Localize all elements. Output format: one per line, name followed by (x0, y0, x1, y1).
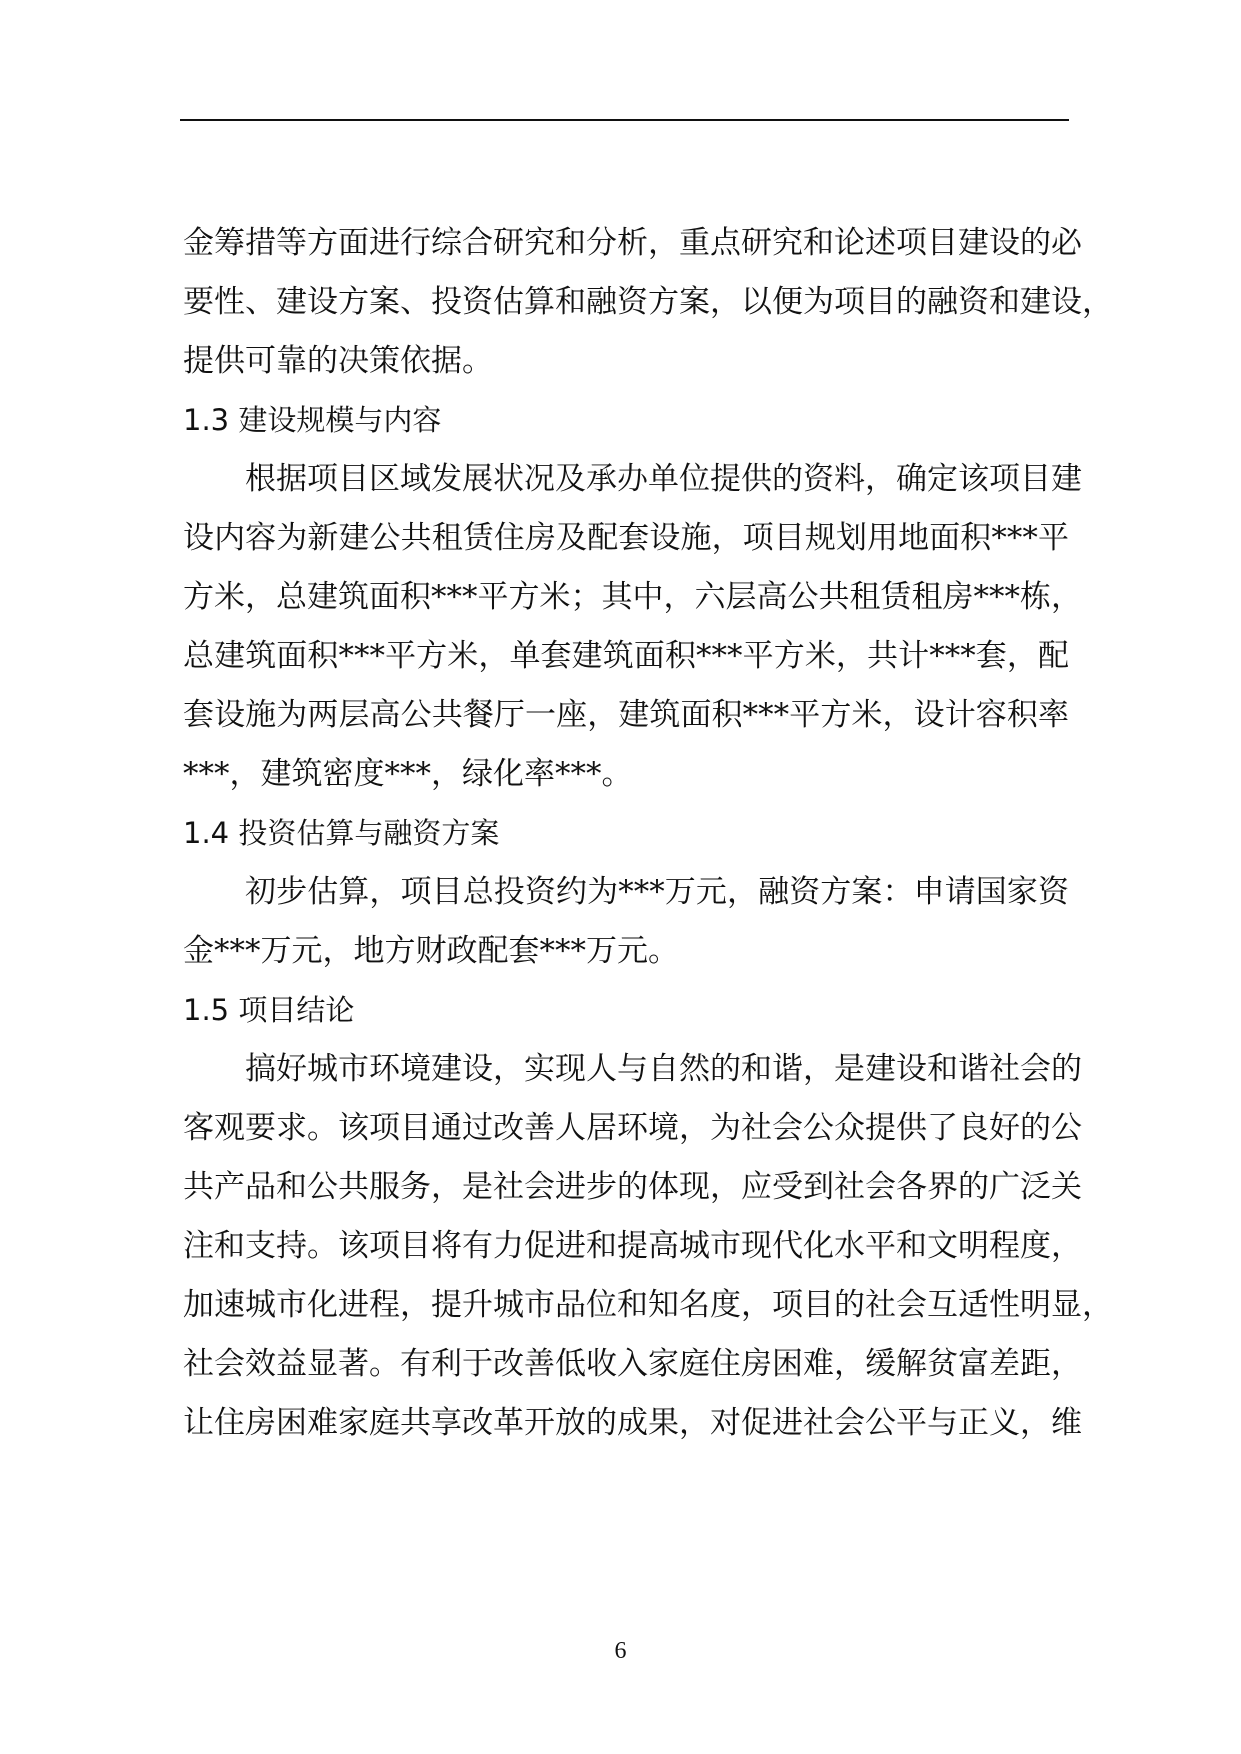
paragraph-line: 设内容为新建公共租赁住房及配套设施，项目规划用地面积***平 (183, 520, 1069, 556)
section-1-5 (183, 981, 1113, 1453)
paragraph-line: 要性、建设方案、投资估算和融资方案，以便为项目的融资和建设， (183, 284, 1113, 320)
paragraph-line: 搞好城市环境建设，实现人与自然的和谐，是建设和谐社会的 (245, 1051, 1082, 1087)
paragraph-line: 套设施为两层高公共餐厅一座，建筑面积***平方米，设计容积率 (183, 697, 1069, 733)
paragraph-line: 提供可靠的决策依据。 (183, 343, 493, 379)
page-number: 6 (614, 1638, 627, 1664)
paragraph-line: 注和支持。该项目将有力促进和提高城市现代化水平和文明程度， (183, 1228, 1082, 1264)
section-heading: 1.3 建设规模与内容 (183, 403, 442, 437)
paragraph-line: 让住房困难家庭共享改革开放的成果，对促进社会公平与正义，维 (183, 1405, 1082, 1441)
section-1-4 (183, 804, 1069, 981)
section-heading: 1.4 投资估算与融资方案 (183, 816, 500, 850)
paragraph-continued (183, 214, 1113, 391)
paragraph-line: 初步估算，项目总投资约为***万元，融资方案：申请国家资 (245, 874, 1069, 910)
paragraph-line: 社会效益显著。有利于改善低收入家庭住房困难，缓解贫富差距， (183, 1346, 1082, 1382)
paragraph-line: 总建筑面积***平方米，单套建筑面积***平方米，共计***套，配 (183, 638, 1069, 674)
paragraph-line: 金筹措等方面进行综合研究和分析，重点研究和论述项目建设的必 (183, 225, 1082, 261)
paragraph-line: 根据项目区域发展状况及承办单位提供的资料，确定该项目建 (245, 461, 1082, 497)
paragraph-line: 加速城市化进程，提升城市品位和知名度，项目的社会互适性明显， (183, 1287, 1113, 1323)
paragraph-line: 共产品和公共服务，是社会进步的体现，应受到社会各界的广泛关 (183, 1169, 1082, 1205)
page-body (183, 214, 1113, 1453)
section-1-3 (183, 391, 1082, 804)
paragraph-line: 方米，总建筑面积***平方米；其中，六层高公共租赁租房***栋， (183, 579, 1082, 615)
header-rule (180, 119, 1069, 121)
section-heading: 1.5 项目结论 (183, 993, 355, 1027)
paragraph-line: 金***万元，地方财政配套***万元。 (183, 933, 679, 969)
paragraph-line: ***，建筑密度***，绿化率***。 (183, 756, 633, 792)
paragraph-line: 客观要求。该项目通过改善人居环境，为社会公众提供了良好的公 (183, 1110, 1082, 1146)
